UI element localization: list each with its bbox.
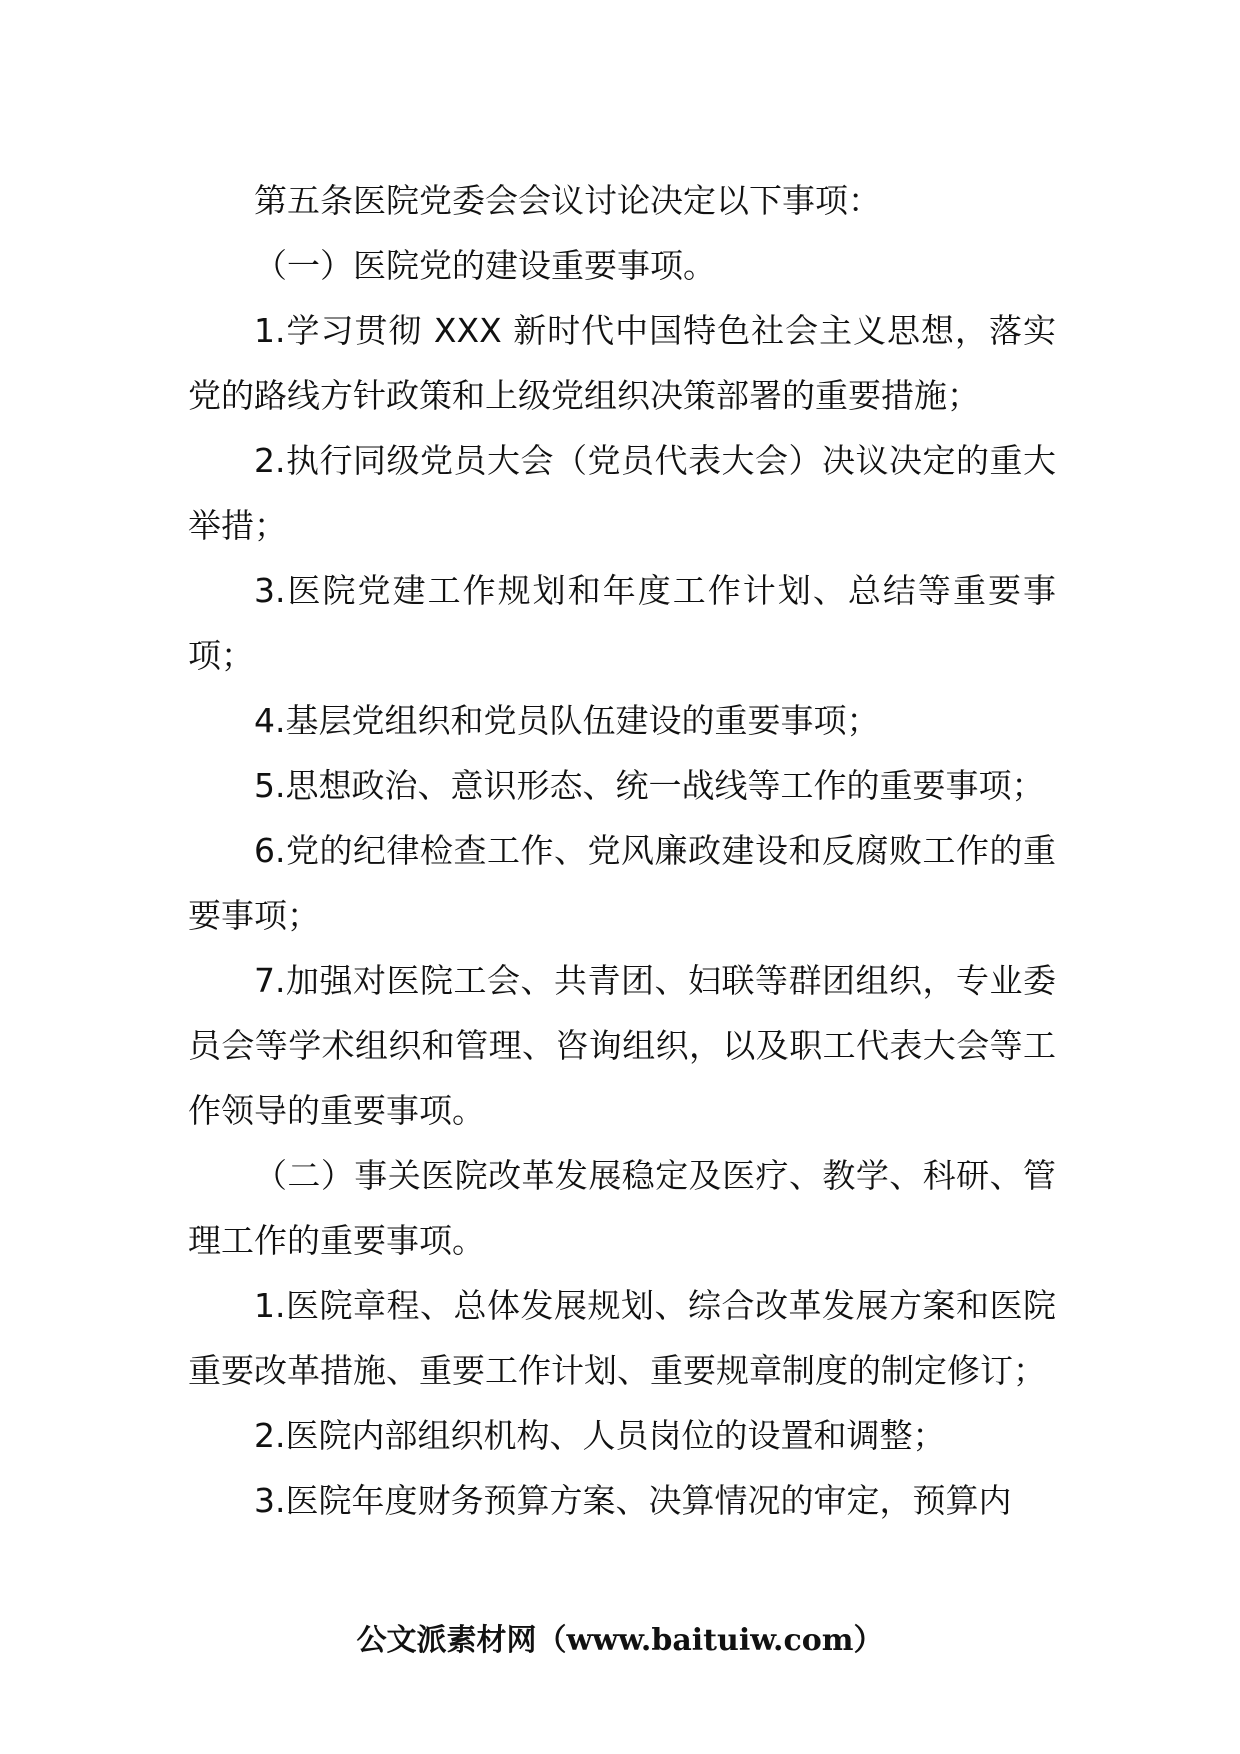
paragraph-item: 5.思想政治、意识形态、统一战线等工作的重要事项； [254, 766, 1045, 805]
paragraph-item: 1.学习贯彻 XXX 新时代中国特色社会主义思想，落实党的路线方针政策和上级党组织决策部署的重要措施； [188, 311, 1056, 415]
paragraph-article-5: 第五条医院党委会会议讨论决定以下事项： [254, 181, 881, 220]
paragraph-item: 4.基层党组织和党员队伍建设的重要事项； [254, 701, 880, 740]
paragraph-item: 7.加强对医院工会、共青团、妇联等群团组织，专业委员会等学术组织和管理、咨询组织，以及职工代表大会等工作领导的重要事项。 [188, 961, 1056, 1130]
watermark-footer: 公文派素材网（www.baituiw.com） [356, 1623, 884, 1658]
paragraph-item: 2.医院内部组织机构、人员岗位的设置和调整； [254, 1416, 946, 1455]
paragraph-item: 1.医院章程、总体发展规划、综合改革发展方案和医院重要改革措施、重要工作计划、重要规章制度的制定修订； [188, 1286, 1056, 1390]
paragraph-section-1: （一）医院党的建设重要事项。 [254, 246, 716, 285]
paragraph-item: 2.执行同级党员大会（党员代表大会）决议决定的重大举措； [188, 441, 1056, 545]
document-body [188, 168, 1056, 1533]
paragraph-section-2: （二）事关医院改革发展稳定及医疗、教学、科研、管理工作的重要事项。 [188, 1156, 1056, 1260]
paragraph-item: 3.医院年度财务预算方案、决算情况的审定，预算内 [254, 1481, 1012, 1520]
paragraph-item: 3.医院党建工作规划和年度工作计划、总结等重要事项； [188, 571, 1056, 675]
paragraph-item: 6.党的纪律检查工作、党风廉政建设和反腐败工作的重要事项； [188, 831, 1056, 935]
